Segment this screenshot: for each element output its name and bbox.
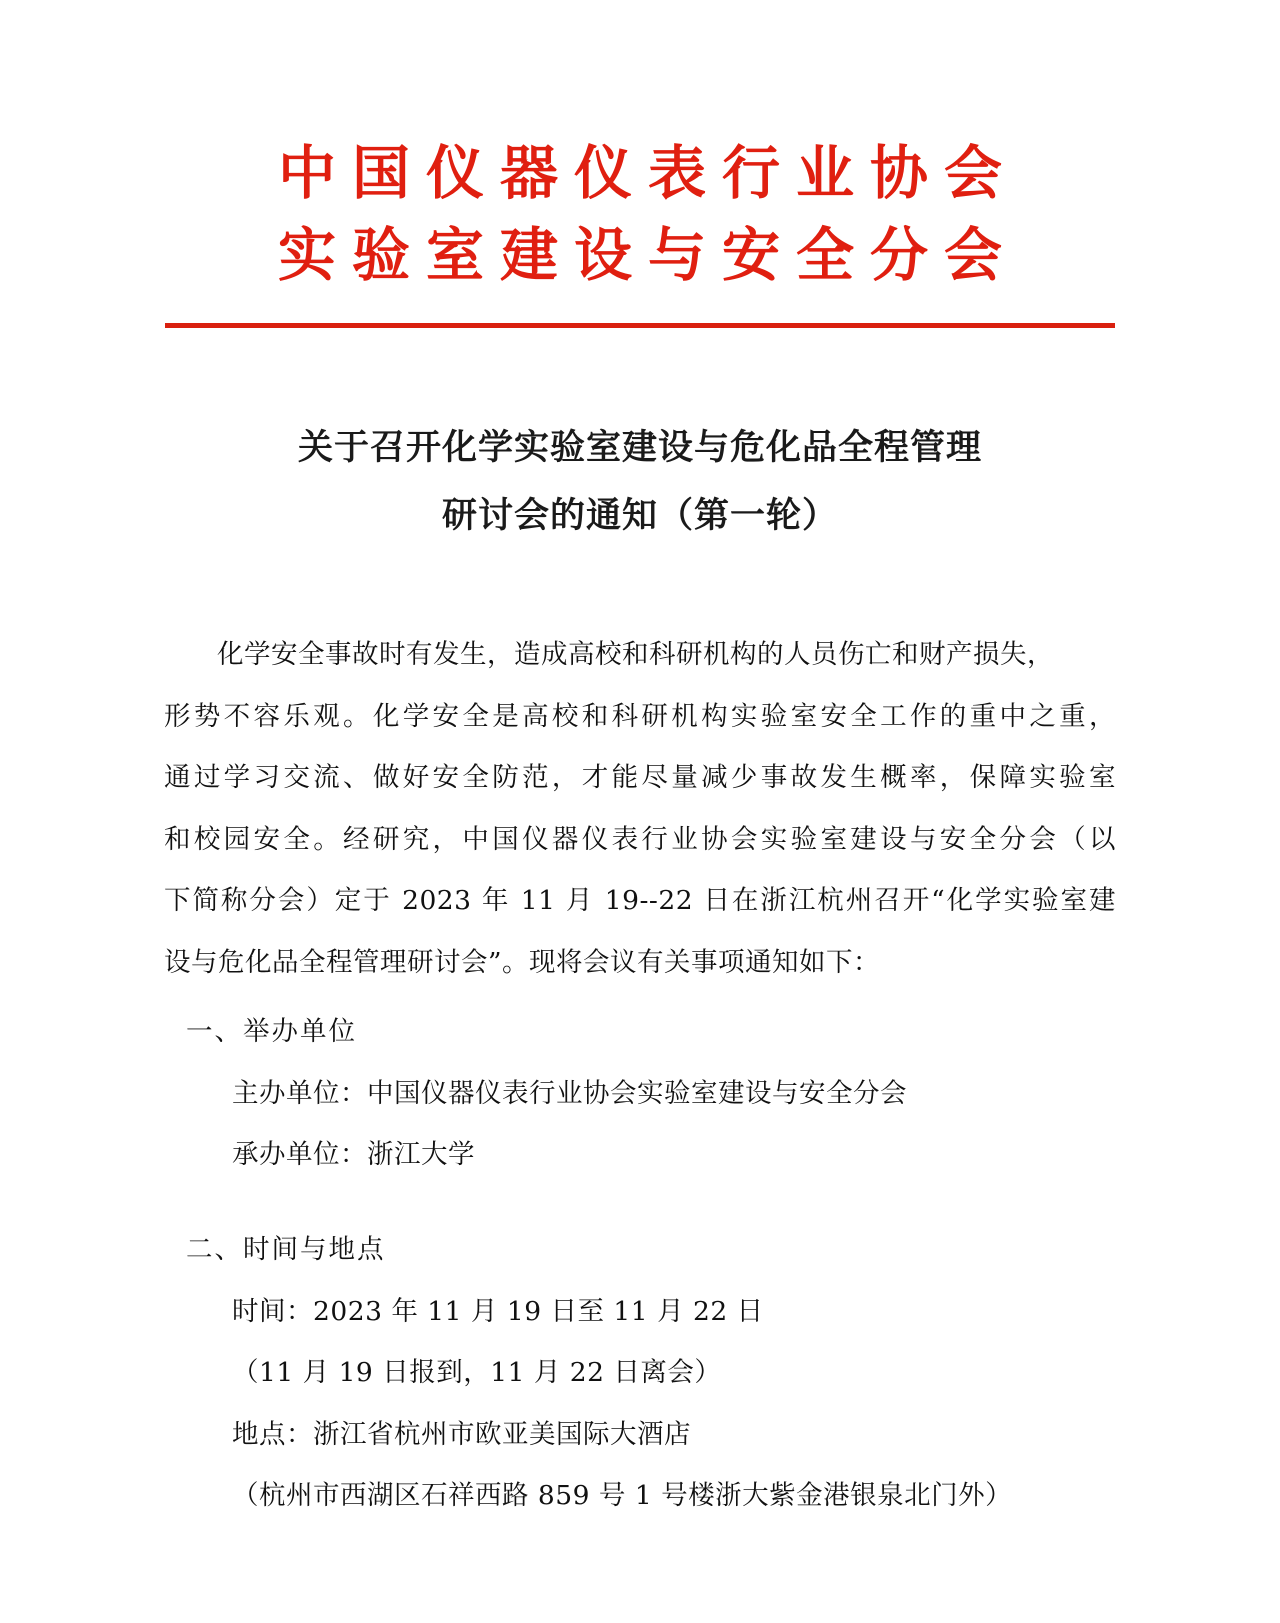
intro-paragraph-line-3: 通过学习交流、做好安全防范，才能尽量减少事故发生概率，保障实验室 [164, 762, 1116, 794]
intro-paragraph-line-2: 形势不容乐观。化学安全是高校和科研机构实验室安全工作的重中之重， [164, 700, 1116, 732]
organizer-undertaker-line: 承办单位：浙江大学 [232, 1138, 475, 1170]
time-note-line: （11 月 19 日报到，11 月 22 日离会） [232, 1357, 722, 1389]
document-title-line-2: 研讨会的通知（第一轮） [441, 495, 838, 536]
document-title-line-1: 关于召开化学实验室建设与危化品全程管理 [297, 427, 982, 468]
intro-paragraph-line-1: 化学安全事故时有发生，造成高校和科研机构的人员伤亡和财产损失， [217, 639, 1054, 671]
document-body [164, 624, 1116, 1527]
organizer-host-line: 主办单位：中国仪器仪表行业协会实验室建设与安全分会 [232, 1077, 907, 1109]
place-line: 地点：浙江省杭州市欧亚美国际大酒店 [232, 1418, 691, 1450]
letterhead [0, 0, 1280, 328]
place-address-line: （杭州市西湖区石祥西路 859 号 1 号楼浙大紫金港银泉北门外） [232, 1480, 1013, 1512]
intro-paragraph-line-5: 下简称分会）定于 2023 年 11 月 19--22 日在浙江杭州召开“化学实验室建 [164, 885, 1116, 917]
letterhead-line-2: 实验室建设与安全分会 [277, 221, 1018, 290]
letterhead-divider [165, 323, 1115, 328]
document-title [0, 414, 1280, 551]
time-line: 时间：2023 年 11 月 19 日至 11 月 22 日 [232, 1295, 764, 1327]
section-heading-time-place: 二、时间与地点 [186, 1234, 386, 1266]
section-heading-organizers: 一、举办单位 [186, 1016, 357, 1048]
intro-paragraph-line-6: 设与危化品全程管理研讨会”。现将会议有关事项通知如下： [164, 946, 881, 978]
letterhead-line-1: 中国仪器仪表行业协会 [277, 139, 1018, 207]
intro-paragraph-line-4: 和校园安全。经研究，中国仪器仪表行业协会实验室建设与安全分会（以 [164, 823, 1116, 855]
